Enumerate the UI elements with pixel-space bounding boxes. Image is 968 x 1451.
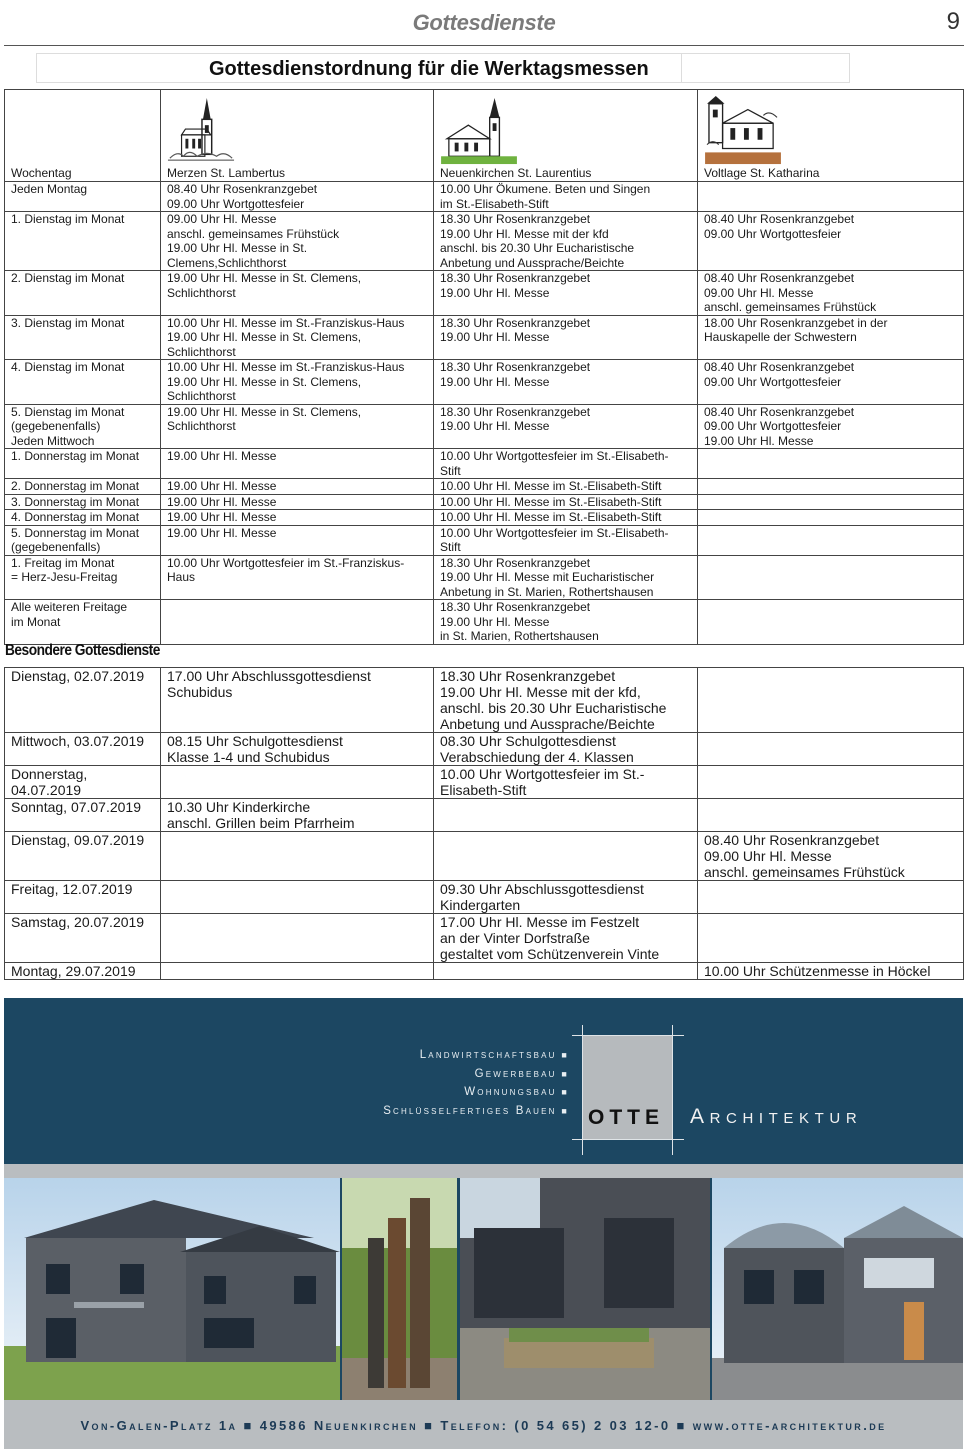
cell-line: 5. Dienstag im Monat [11,404,125,419]
cell-line: 19.00 Uhr Hl. Messe [167,510,277,524]
cell-line: in St. Marien, Rothertshausen [440,629,599,643]
cell-line: 5. Donnerstag im Monat [11,525,140,540]
weekday-title: Gottesdienstordnung für die Werktagsmessen [209,58,649,80]
cell-line: Dienstag, 09.07.2019 [11,832,145,848]
service-cell [161,404,434,449]
cell-line: 2. Donnerstag im Monat [11,479,140,493]
cell-line: 18.30 Uhr Rosenkranzgebet [440,360,591,374]
cell-line: Anbetung in St. Marien, Rothertshausen [440,584,654,599]
cell-line: 18.30 Uhr Rosenkranzgebet [440,315,591,330]
day-cell [5,404,161,449]
service-cell [434,799,698,832]
weekday-title-frame [36,53,850,83]
cell-line: 19.00 Uhr Hl. Messe [440,285,550,300]
service-cell [698,881,964,914]
service-cell [434,600,698,645]
cell-line: 10.00 Uhr Hl. Messe im St.-Elisabeth-Stift [440,494,662,509]
cell-line: 08.40 Uhr Rosenkranzgebet [704,271,855,285]
service-cell [161,510,434,526]
cell-line: 18.30 Uhr Rosenkranzgebet [440,668,616,684]
ad-service-item: Wohnungsbau ■ [383,1083,569,1102]
cell-line: anschl. bis 20.30 Uhr Eucharistische [440,700,667,716]
day-cell [5,510,161,526]
cell-line: Schlichthorst [167,285,236,300]
cell-line: 19.00 Uhr Hl. Messe in St. Clemens, [167,271,362,285]
cell-line: 18.30 Uhr Rosenkranzgebet [440,212,591,226]
service-cell [161,525,434,555]
ad-footer [4,1400,963,1449]
cell-line: 10.00 Uhr Wortgottesfeier im St.-Franziskus- [167,555,405,570]
cell-line: 19.00 Uhr Hl. Messe [440,614,550,629]
service-cell [161,832,434,881]
logo-otte: OTTE [588,1106,664,1129]
service-cell [434,914,698,963]
house-photo-3 [712,1178,963,1400]
logo-line [672,1025,673,1155]
table-row [5,510,964,526]
service-cell [161,881,434,914]
cell-line: Anbetung und Aussprache/Beichte [440,255,625,270]
page-header [0,0,968,46]
cell-line: 09.00 Uhr Hl. Messe [167,212,277,226]
day-cell [5,360,161,405]
day-cell [5,881,161,914]
service-cell [698,404,964,449]
service-cell [434,881,698,914]
day-cell [5,832,161,881]
cell-line: anschl. Grillen beim Pfarrheim [167,815,355,831]
neuenkirchen-church-icon [440,96,518,166]
cell-line: Verabschiedung der 4. Klassen [440,749,634,765]
cell-line: 19.00 Uhr Hl. Messe in St. [167,241,308,255]
service-cell [161,668,434,733]
cell-line: (gegebenenfalls) [11,419,101,433]
cell-line: 19.00 Uhr Hl. Messe mit Eucharistischer [440,570,655,584]
cell-line: Anbetung und Aussprache/Beichte [440,716,655,732]
cell-line: 09.00 Uhr Wortgottesfeier [704,419,842,433]
table-row [5,182,964,212]
service-cell [434,212,698,271]
cell-line: Stift [440,463,461,478]
service-cell [698,600,964,645]
table-row [5,914,964,963]
service-cell [434,668,698,733]
cell-line: 09.30 Uhr Abschlussgottesdienst [440,881,644,897]
cell-line: anschl. gemeinsames Frühstück [704,300,877,314]
cell-line: Haus [167,570,196,584]
cell-line: 10.00 Uhr Wortgottesfeier im St.- [440,766,645,782]
cell-line: Dienstag, 02.07.2019 [11,668,145,684]
day-cell [5,914,161,963]
cell-line: = Herz-Jesu-Freitag [11,570,118,584]
cell-line: 19.00 Uhr Hl. Messe [167,525,277,540]
church-label-neuenkirchen: Neuenkirchen St. Laurentius [440,165,592,180]
cell-line: 08.15 Uhr Schulgottesdienst [167,733,343,749]
header-rule [4,45,964,46]
cell-line: 19.00 Uhr Hl. Messe [440,374,550,389]
cell-line: Elisabeth-Stift [440,782,527,798]
cell-line: 4. Donnerstag im Monat [11,510,140,524]
cell-line: 2. Dienstag im Monat [11,271,125,285]
header-voltlage [698,90,964,182]
cell-line: 10.00 Uhr Hl. Messe im St.-Franziskus-Haus [167,315,405,330]
cell-line: (gegebenenfalls) [11,540,101,554]
service-cell [161,914,434,963]
cell-line: 1. Dienstag im Monat [11,212,125,226]
service-cell [434,766,698,799]
service-cell [698,525,964,555]
cell-line: Schubidus [167,684,233,700]
cell-line: 09.00 Uhr Wortgottesfeier [704,226,842,241]
cell-line: an der Vinter Dorfstraße [440,930,590,946]
cell-line: 19.00 Uhr Hl. Messe mit der kfd [440,226,609,241]
service-cell [161,494,434,510]
ad-service-item: Landwirtschaftsbau ■ [383,1046,569,1065]
service-cell [698,271,964,316]
header-neuenkirchen [434,90,698,182]
cell-line: Schlichthorst [167,344,236,359]
service-cell [161,766,434,799]
cell-line: 1. Freitag im Monat [11,555,115,570]
day-cell [5,271,161,316]
cell-line: Sonntag, 07.07.2019 [11,799,142,815]
header-weekday: Wochentag [5,90,161,182]
service-cell [698,182,964,212]
cell-line: Klasse 1-4 und Schubidus [167,749,330,765]
service-cell [434,449,698,479]
cell-line: Clemens,Schlichthorst [167,255,287,270]
table-row [5,494,964,510]
table-row [5,766,964,799]
cell-line: 09.00 Uhr Wortgottesfeier [167,196,305,211]
ad-footer-text: Von-Galen-Platz 1a ■ 49586 Neuenkirchen ■ Telefon: (0 54 65) 2 03 12-0 ■ www.otte-architektur.de [80,1418,887,1433]
table-row [5,479,964,495]
service-cell [698,832,964,881]
cell-line: 17.00 Uhr Hl. Messe im Festzelt [440,914,640,930]
ad-strip [4,1164,963,1178]
service-cell [698,766,964,799]
table-header-row [5,90,964,182]
otte-architektur-ad [4,998,963,1449]
day-cell [5,963,161,980]
cell-line: 19.00 Uhr Hl. Messe [167,479,277,493]
merzen-church-icon [167,96,235,166]
table-row [5,360,964,405]
table-row [5,212,964,271]
table-row [5,555,964,600]
table-row [5,733,964,766]
cell-line: 3. Donnerstag im Monat [11,494,140,509]
cell-line: Montag, 29.07.2019 [11,963,136,979]
service-cell [161,360,434,405]
service-cell [434,555,698,600]
cell-line: 10.00 Uhr Schützenmesse in Höckel [704,963,931,979]
church-label-merzen: Merzen St. Lambertus [167,165,286,180]
service-cell [161,799,434,832]
day-cell [5,766,161,799]
cell-line: 08.30 Uhr Schulgottesdienst [440,733,616,749]
title-divider [681,54,682,82]
service-cell [434,182,698,212]
cell-line: 08.40 Uhr Rosenkranzgebet [704,360,855,374]
service-cell [434,404,698,449]
stele-photo [342,1178,457,1400]
cell-line: 18.30 Uhr Rosenkranzgebet [440,404,591,419]
cell-line: 08.40 Uhr Rosenkranzgebet [704,404,855,419]
day-cell [5,668,161,733]
day-cell [5,449,161,479]
logo-architektur: Architektur [690,1105,863,1128]
service-cell [161,963,434,980]
logo-line [572,1139,684,1140]
cell-line: Stift [440,540,461,554]
service-cell [698,360,964,405]
cell-line: Alle weiteren Freitage [11,600,128,614]
service-cell [698,963,964,980]
ad-banner [4,998,963,1164]
cell-line: 18.30 Uhr Rosenkranzgebet [440,271,591,285]
service-cell [434,494,698,510]
service-cell [698,555,964,600]
day-cell [5,315,161,360]
logo-line [572,1035,684,1036]
cell-line: 1. Donnerstag im Monat [11,449,140,463]
table-row [5,525,964,555]
special-services-table [4,667,964,980]
cell-line: Donnerstag, [11,766,88,782]
day-cell [5,555,161,600]
cell-line: 19.00 Uhr Hl. Messe [167,449,277,463]
table-row [5,404,964,449]
service-cell [698,510,964,526]
cell-line: gestaltet vom Schützenverein Vinte [440,946,660,962]
service-cell [434,832,698,881]
cell-line: Jeden Montag [11,182,88,196]
service-cell [161,733,434,766]
service-cell [434,315,698,360]
cell-line: 19.00 Uhr Hl. Messe in St. Clemens, [167,404,362,419]
service-cell [698,212,964,271]
table-row [5,832,964,881]
voltlage-church-icon [704,96,782,166]
service-cell [161,182,434,212]
service-cell [698,668,964,733]
ad-service-item: Gewerbebau ■ [383,1065,569,1084]
cell-line: 10.00 Uhr Ökumene. Beten und Singen [440,182,651,196]
ad-services-list [383,1046,569,1120]
cell-line: Schlichthorst [167,389,236,403]
table-row [5,600,964,645]
cell-line: 19.00 Uhr Hl. Messe mit der kfd, [440,684,641,700]
cell-line: 19.00 Uhr Hl. Messe in St. Clemens, [167,330,362,344]
cell-line: Samstag, 20.07.2019 [11,914,145,930]
cell-line: anschl. gemeinsames Frühstück [704,864,905,880]
cell-line: Hauskapelle der Schwestern [704,330,857,344]
special-services-title: Besondere Gottesdienste [5,642,160,659]
service-cell [698,799,964,832]
cell-line: Kindergarten [440,897,521,913]
cell-line: 4. Dienstag im Monat [11,360,125,374]
service-cell [698,449,964,479]
logo-line [582,1025,583,1155]
cell-line: 08.40 Uhr Rosenkranzgebet [704,832,880,848]
service-cell [161,449,434,479]
cell-line: Freitag, 12.07.2019 [11,881,133,897]
service-cell [434,525,698,555]
service-cell [434,479,698,495]
cell-line: 09.00 Uhr Wortgottesfeier [704,374,842,389]
cell-line: 18.30 Uhr Rosenkranzgebet [440,555,591,570]
cell-line: Jeden Mittwoch [11,433,95,448]
day-cell [5,799,161,832]
church-label-voltlage: Voltlage St. Katharina [704,165,820,180]
cell-line: 18.30 Uhr Rosenkranzgebet [440,600,591,614]
cell-line: 17.00 Uhr Abschlussgottesdienst [167,668,371,684]
day-cell [5,182,161,212]
service-cell [161,271,434,316]
service-cell [698,479,964,495]
service-cell [434,271,698,316]
service-cell [161,600,434,645]
cell-line: 19.00 Uhr Hl. Messe in St. Clemens, [167,374,362,389]
weekday-mass-table [4,89,964,645]
day-cell [5,600,161,645]
cell-line: 08.40 Uhr Rosenkranzgebet [704,212,855,226]
cell-line: 19.00 Uhr Hl. Messe [704,433,814,448]
service-cell [698,914,964,963]
cell-line: Mittwoch, 03.07.2019 [11,733,145,749]
cell-line: anschl. bis 20.30 Uhr Eucharistische [440,241,635,255]
service-cell [161,479,434,495]
cell-line: im Monat [11,614,61,629]
cell-line: 08.40 Uhr Rosenkranzgebet [167,182,318,196]
cell-line: 10.00 Uhr Hl. Messe im St.-Franziskus-Haus [167,360,405,374]
service-cell [698,733,964,766]
cell-line: 19.00 Uhr Hl. Messe [440,419,550,433]
ad-service-item: Schlüsselfertiges Bauen ■ [383,1102,569,1121]
service-cell [434,510,698,526]
cell-line: 18.00 Uhr Rosenkranzgebet in der [704,315,888,330]
house-photo-2 [460,1178,710,1400]
service-cell [434,360,698,405]
service-cell [434,963,698,980]
cell-line: 10.00 Uhr Hl. Messe im St.-Elisabeth-Stift [440,479,662,493]
day-cell [5,733,161,766]
cell-line: 10.00 Uhr Hl. Messe im St.-Elisabeth-Stift [440,510,662,524]
house-photo-1 [4,1178,340,1400]
service-cell [434,733,698,766]
table-row [5,799,964,832]
cell-line: 19.00 Uhr Hl. Messe [167,494,277,509]
service-cell [161,555,434,600]
cell-line: 10.00 Uhr Wortgottesfeier im St.-Elisabeth- [440,449,669,463]
cell-line: im St.-Elisabeth-Stift [440,196,549,211]
cell-line: 04.07.2019 [11,782,82,798]
table-row [5,881,964,914]
service-cell [698,494,964,510]
header-merzen [161,90,434,182]
table-row [5,668,964,733]
table-row [5,963,964,980]
page-number: 9 [946,8,960,35]
service-cell [161,212,434,271]
table-row [5,271,964,316]
day-cell [5,479,161,495]
cell-line: anschl. gemeinsames Frühstück [167,226,340,241]
service-cell [161,315,434,360]
ad-photo-strip [4,1178,963,1400]
cell-line: 09.00 Uhr Hl. Messe [704,285,814,300]
day-cell [5,525,161,555]
section-title: Gottesdienste [412,10,556,35]
cell-line: 19.00 Uhr Hl. Messe [440,330,550,344]
cell-line: Schlichthorst [167,419,236,433]
table-row [5,315,964,360]
day-cell [5,494,161,510]
service-cell [698,315,964,360]
cell-line: 10.30 Uhr Kinderkirche [167,799,311,815]
day-cell [5,212,161,271]
table-row [5,449,964,479]
cell-line: 10.00 Uhr Wortgottesfeier im St.-Elisabeth- [440,525,669,540]
cell-line: 3. Dienstag im Monat [11,315,125,330]
cell-line: 09.00 Uhr Hl. Messe [704,848,832,864]
